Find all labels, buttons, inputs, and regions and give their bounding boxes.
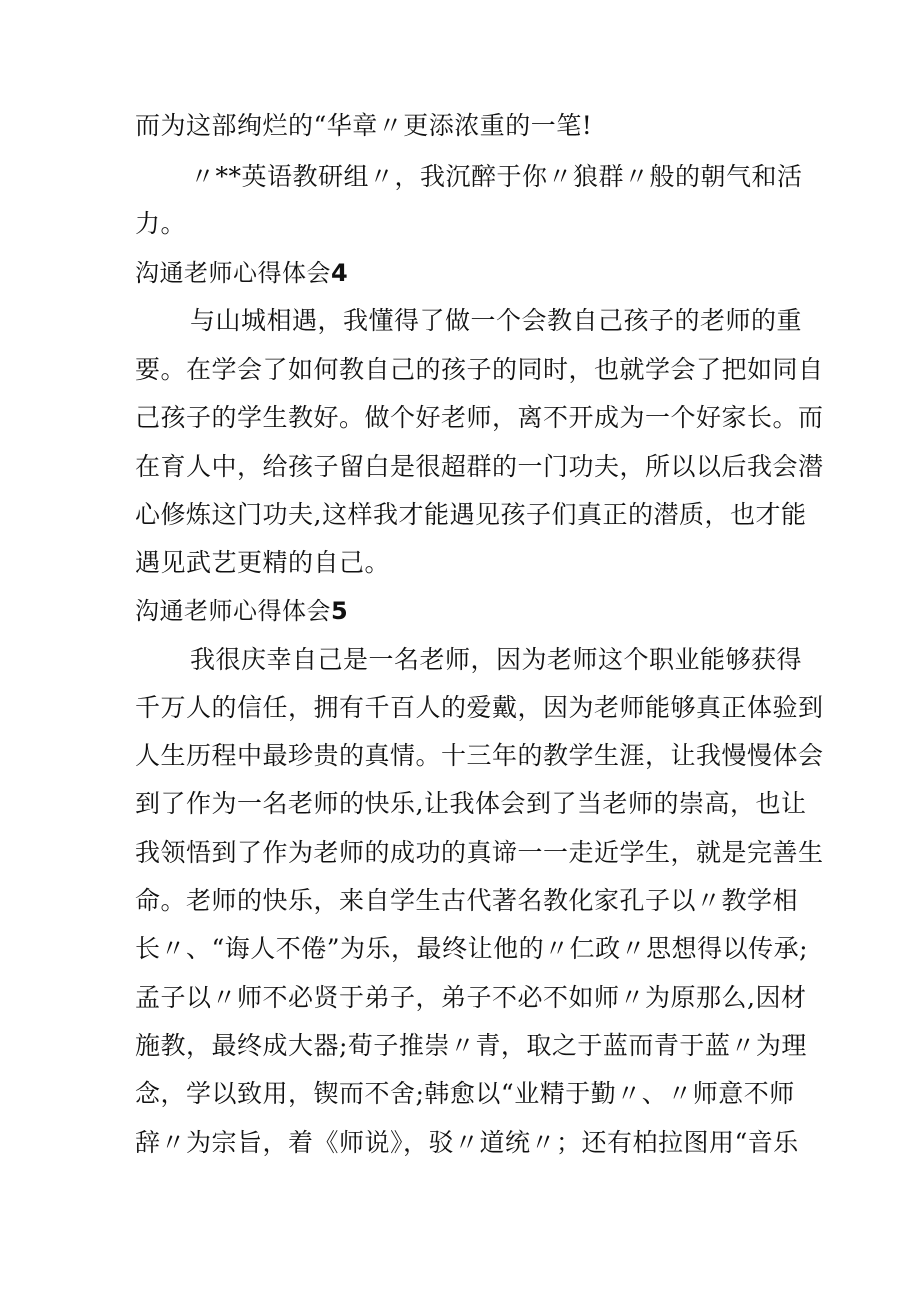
paragraph-line: 与山城相遇，我懂得了做一个会教自己孩子的老师的重 xyxy=(190,306,803,335)
paragraph-line: 我很庆幸自己是一名老师，因为老师这个职业能够获得 xyxy=(190,645,803,674)
paragraph-line: 力。 xyxy=(135,209,187,238)
paragraph-line: 己孩子的学生教好。做个好老师，离不开成为一个好家长。而 xyxy=(135,403,824,432)
paragraph-line: 施教，最终成大器;荀子推崇〃青，取之于蓝而青于蓝〃为理 xyxy=(135,1031,807,1060)
paragraph-line: 〃**英语教研组〃，我沉醉于你〃狼群〃般的朝气和活 xyxy=(190,162,803,191)
paragraph-line: 辞〃为宗旨，着《师说》，驳〃道统〃；还有柏拉图用“音乐 xyxy=(135,1128,799,1157)
paragraph-line: 我领悟到了作为老师的成功的真谛一一走近学生，就是完善生 xyxy=(135,838,824,867)
paragraph-line: 遇见武艺更精的自己。 xyxy=(135,548,391,577)
section-heading-5 xyxy=(135,593,348,629)
paragraph-line: 命。老师的快乐，来自学生古代著名教化家孔子以〃教学相 xyxy=(135,886,799,915)
paragraph-line: 孟子以〃师不必贤于弟子，弟子不必不如师〃为原那么,因材 xyxy=(135,983,807,1012)
paragraph-line: 心修炼这门功夫,这样我才能遇见孩子们真正的潜质，也才能 xyxy=(135,500,807,529)
paragraph-line: 人生历程中最珍贵的真情。十三年的教学生涯，让我慢慢体会 xyxy=(135,741,824,770)
heading-number: 5 xyxy=(331,597,349,625)
heading-number: 4 xyxy=(331,259,349,287)
paragraph-line: 长〃、“诲人不倦”为乐，最终让他的〃仁政〃思想得以传承; xyxy=(135,934,808,963)
paragraph-line: 念，学以致用，锲而不舍;韩愈以“业精于勤〃、〃师意不师 xyxy=(135,1079,795,1108)
paragraph-line: 千万人的信任，拥有千百人的爱戴，因为老师能够真正体验到 xyxy=(135,693,824,722)
heading-text: 沟通老师心得体会 xyxy=(135,259,331,287)
paragraph-line: 在育人中，给孩子留白是很超群的一门功夫，所以以后我会潜 xyxy=(135,452,824,481)
paragraph-line: 要。在学会了如何教自己的孩子的同时，也就学会了把如同自 xyxy=(135,355,824,384)
paragraph-line: 而为这部绚烂的“华章〃更添浓重的一笔! xyxy=(135,111,593,140)
section-heading-4 xyxy=(135,255,348,291)
heading-text: 沟通老师心得体会 xyxy=(135,597,331,625)
paragraph-line: 到了作为一名老师的快乐,让我体会到了当老师的崇高，也让 xyxy=(135,789,807,818)
